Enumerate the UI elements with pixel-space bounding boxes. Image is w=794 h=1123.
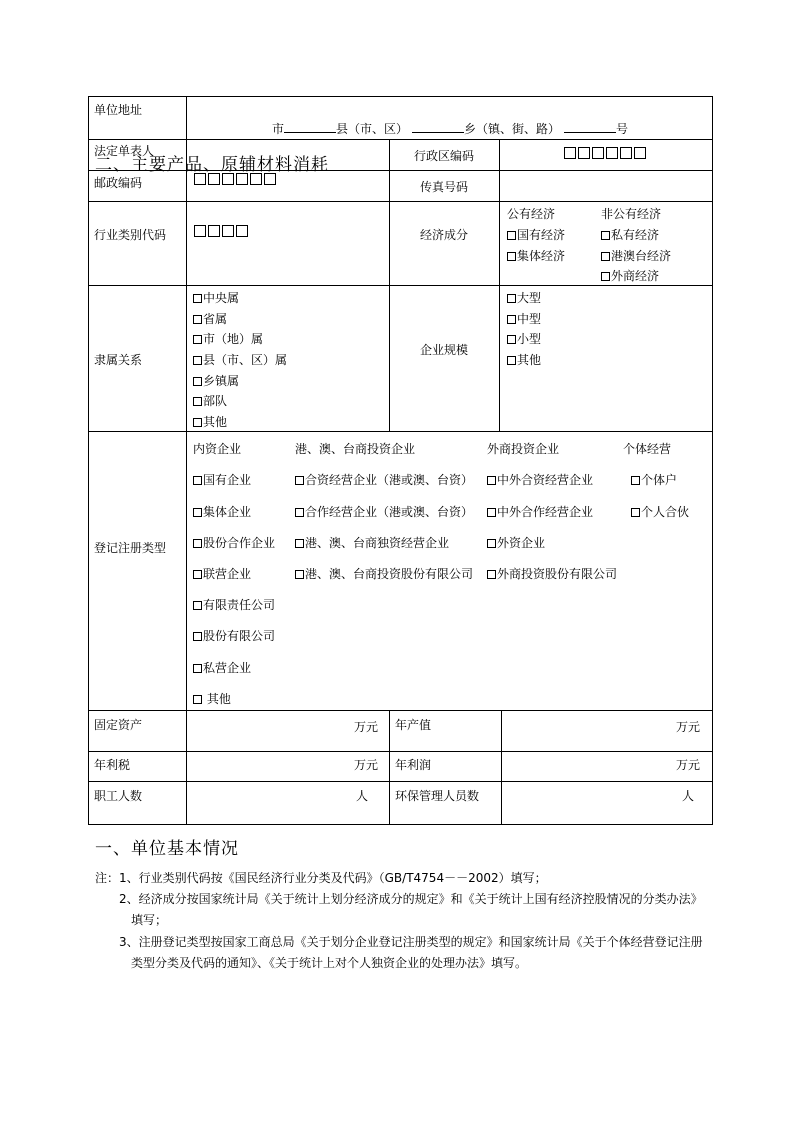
note-2b: 填写； xyxy=(131,913,168,927)
table-rule xyxy=(88,824,713,825)
address-field[interactable] xyxy=(272,120,628,137)
section-title: 一、单位基本情况 xyxy=(95,839,239,859)
note-1: 1、行业类别代码按《国民经济行业分类及代码》（GB/T4754－－2002）填写； xyxy=(119,871,547,885)
table-rule xyxy=(88,96,713,97)
scale-option[interactable]: 大型 xyxy=(507,289,541,306)
address-label: 单位地址 xyxy=(94,103,143,117)
number-suffix: 号 xyxy=(616,122,629,136)
city-suffix: 市 xyxy=(272,122,285,136)
reg-option[interactable]: 个人合伙 xyxy=(631,503,689,520)
industry-code-label: 行业类别代码 xyxy=(94,228,167,242)
industry-code-boxes[interactable] xyxy=(194,225,248,237)
annual-profit-unit: 万元 xyxy=(676,758,701,772)
reg-col-header: 内资企业 xyxy=(193,442,242,456)
region-code-boxes[interactable] xyxy=(564,147,646,159)
scale-option[interactable]: 其他 xyxy=(507,351,541,368)
region-code-label: 行政区编码 xyxy=(414,149,475,163)
affiliation-option[interactable]: 部队 xyxy=(193,392,227,409)
fixed-assets-label: 固定资产 xyxy=(94,718,143,732)
reg-option[interactable]: 私营企业 xyxy=(193,659,251,676)
annual-tax-unit: 万元 xyxy=(354,758,379,772)
reg-option[interactable]: 合作经营企业（港或澳、台资） xyxy=(295,503,473,520)
table-rule xyxy=(499,139,500,431)
econ-public-header: 公有经济 xyxy=(507,207,556,221)
employees-label: 职工人数 xyxy=(94,789,143,803)
table-rule xyxy=(88,751,713,752)
reg-col-header: 外商投资企业 xyxy=(487,442,560,456)
reg-option[interactable]: 联营企业 xyxy=(193,565,251,582)
reg-option[interactable]: 外商投资股份有限公司 xyxy=(487,565,617,582)
note-3a: 3、注册登记类型按国家工商总局《关于划分企业登记注册类型的规定》和国家统计局《关于个体经营登记注册 xyxy=(119,935,703,949)
affiliation-label: 隶属关系 xyxy=(94,353,143,367)
reg-option[interactable]: 中外合作经营企业 xyxy=(487,503,593,520)
reg-option[interactable]: 国有企业 xyxy=(193,471,251,488)
annual-output-label: 年产值 xyxy=(395,718,432,732)
postal-code-label: 邮政编码 xyxy=(94,176,143,190)
table-rule xyxy=(88,96,89,825)
reg-option[interactable]: 有限责任公司 xyxy=(193,596,275,613)
table-rule xyxy=(712,96,713,825)
reg-option[interactable]: 外资企业 xyxy=(487,534,545,551)
affiliation-option[interactable]: 其他 xyxy=(193,413,227,430)
econ-nonpublic-header: 非公有经济 xyxy=(601,207,662,221)
table-rule xyxy=(389,139,390,431)
note-2a: 2、经济成分按国家统计局《关于统计上划分经济成分的规定》和《关于统计上国有经济控股情况的分类办法》 xyxy=(119,892,703,906)
reg-type-label: 登记注册类型 xyxy=(94,541,167,555)
scale-label: 企业规模 xyxy=(420,343,469,357)
econ-option[interactable]: 国有经济 xyxy=(507,226,565,243)
table-rule xyxy=(88,710,713,711)
reg-col-header: 个体经营 xyxy=(623,442,672,456)
affiliation-option[interactable]: 乡镇属 xyxy=(193,372,239,389)
table-rule xyxy=(88,781,713,782)
reg-option[interactable]: 股份有限公司 xyxy=(193,627,275,644)
econ-option[interactable]: 外商经济 xyxy=(601,267,659,284)
legal-rep-label: 法定单表人 xyxy=(94,144,155,158)
reg-option[interactable]: 合资经营企业（港或澳、台资） xyxy=(295,471,473,488)
scale-option[interactable]: 中型 xyxy=(507,310,541,327)
affiliation-option[interactable]: 中央属 xyxy=(193,289,239,306)
affiliation-option[interactable]: 省属 xyxy=(193,310,227,327)
county-suffix: 县（市、区） xyxy=(336,122,409,136)
table-rule xyxy=(186,96,187,825)
overlay-heading: 二、主要产品、原辅材料消耗 xyxy=(95,155,329,175)
scale-option[interactable]: 小型 xyxy=(507,330,541,347)
reg-option[interactable]: 个体户 xyxy=(631,471,677,488)
econ-option[interactable]: 集体经济 xyxy=(507,247,565,264)
reg-option[interactable]: 其他 xyxy=(193,690,231,707)
affiliation-option[interactable]: 县（市、区）属 xyxy=(193,351,287,368)
table-rule xyxy=(88,139,713,140)
reg-col-header: 港、澳、台商投资企业 xyxy=(295,442,416,456)
affiliation-option[interactable]: 市（地）属 xyxy=(193,330,263,347)
table-rule xyxy=(88,201,713,202)
env-staff-unit: 人 xyxy=(682,789,695,803)
town-suffix: 乡（镇、街、路） xyxy=(464,122,561,136)
reg-option[interactable]: 港、澳、台商投资股份有限公司 xyxy=(295,565,473,582)
postal-code-boxes[interactable] xyxy=(194,173,276,185)
annual-profit-label: 年利润 xyxy=(395,758,432,772)
notes-prefix: 注： xyxy=(95,871,120,885)
reg-option[interactable]: 港、澳、台商独资经营企业 xyxy=(295,534,449,551)
fax-label: 传真号码 xyxy=(420,180,469,194)
reg-option[interactable]: 中外合资经营企业 xyxy=(487,471,593,488)
env-staff-label: 环保管理人员数 xyxy=(395,789,480,803)
table-rule xyxy=(88,431,713,432)
econ-type-label: 经济成分 xyxy=(420,228,469,242)
econ-option[interactable]: 港澳台经济 xyxy=(601,247,671,264)
fixed-assets-unit: 万元 xyxy=(354,720,379,734)
reg-option[interactable]: 集体企业 xyxy=(193,503,251,520)
table-rule xyxy=(389,710,390,824)
employees-unit: 人 xyxy=(356,789,369,803)
econ-option[interactable]: 私有经济 xyxy=(601,226,659,243)
annual-tax-label: 年利税 xyxy=(94,758,131,772)
reg-option[interactable]: 股份合作企业 xyxy=(193,534,275,551)
annual-output-unit: 万元 xyxy=(676,720,701,734)
table-rule xyxy=(88,285,713,286)
note-3b: 类型分类及代码的通知》、《关于统计上对个人独资企业的处理办法》填写。 xyxy=(131,956,528,970)
table-rule xyxy=(501,710,502,824)
